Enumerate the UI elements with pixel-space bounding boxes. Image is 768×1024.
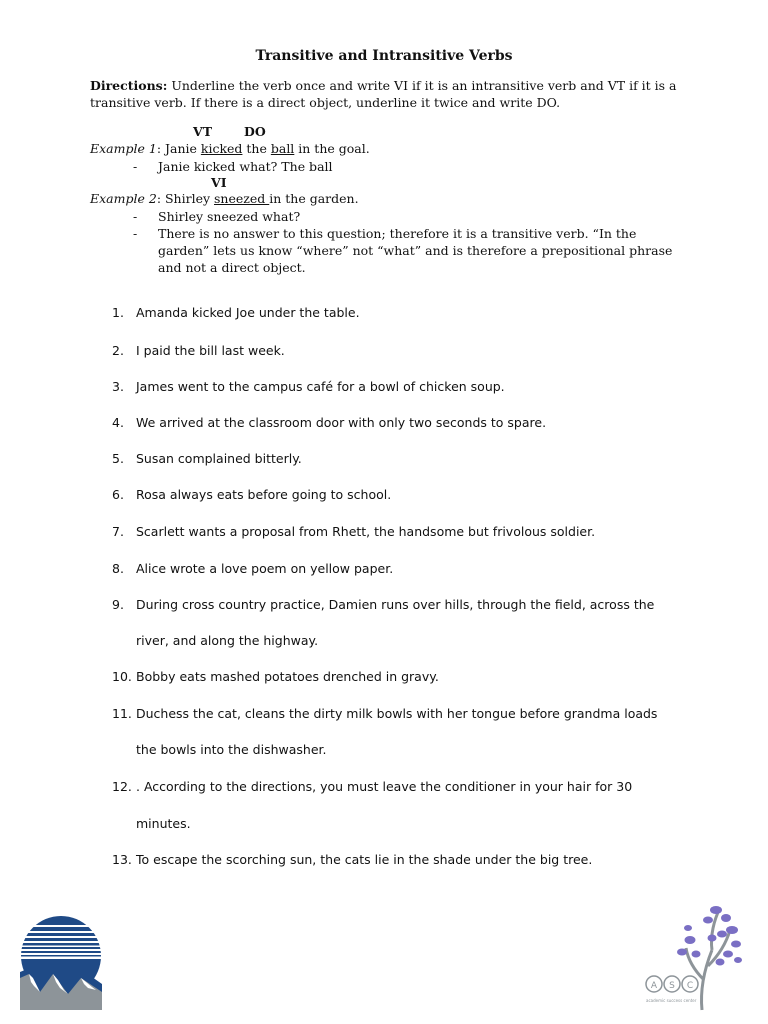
example2-sentence	[90, 191, 359, 206]
page-title: Transitive and Intransitive Verbs	[255, 48, 513, 64]
example1-vt-label: VT	[193, 124, 213, 139]
example1-do-label: DO	[244, 124, 266, 139]
question-number: 11.	[112, 706, 132, 721]
directions	[90, 77, 680, 111]
question-number: 13.	[112, 852, 132, 867]
asc-tagline: academic success center	[646, 998, 697, 1003]
example1-text-a: : Janie	[156, 141, 201, 156]
question-number: 9.	[112, 597, 124, 612]
example1-verb: kicked	[200, 141, 243, 156]
asc-letter-s: S	[669, 981, 675, 991]
question-text: To escape the scorching sun, the cats lie in the shade under the big tree.	[136, 852, 593, 867]
directions-text: Underline the verb once and write VI if it is an intransitive verb and VT if it is a transitive verb. If there is a direct object, underline it twice and write DO.	[90, 78, 677, 110]
example1-text-c: in the goal.	[294, 141, 370, 156]
example2-name: Example 2	[90, 191, 157, 206]
question-text: Alice wrote a love poem on yellow paper.	[136, 561, 394, 576]
question-text: Bobby eats mashed potatoes drenched in gravy.	[136, 669, 439, 684]
directions-label: Directions:	[90, 78, 168, 93]
mountain-logo-icon	[20, 912, 102, 1010]
question-number: 10.	[112, 669, 132, 684]
question-number: 7.	[112, 524, 124, 539]
question-number: 4.	[112, 415, 124, 430]
question-number: 3.	[112, 379, 124, 394]
example1-sentence	[90, 141, 370, 156]
bullet-text: Janie kicked what? The ball	[158, 159, 333, 174]
example1-text-b: the	[242, 141, 271, 156]
question-number: 12.	[112, 779, 132, 794]
question-number: 1.	[112, 305, 124, 320]
question-text: We arrived at the classroom door with only two seconds to spare.	[136, 415, 547, 430]
question-text: Duchess the cat, cleans the dirty milk bowls with her tongue before grandma loads	[136, 706, 658, 721]
question-text: Rosa always eats before going to school.	[136, 487, 392, 502]
example1-object: ball	[270, 141, 295, 156]
mountain-logo	[20, 912, 102, 1014]
example1-name: Example 1	[90, 141, 157, 156]
question-number: 5.	[112, 451, 124, 466]
bullet-dash: -	[133, 226, 138, 241]
bullet-text: Shirley sneezed what?	[158, 209, 301, 224]
question-12-continuation: minutes.	[136, 816, 191, 831]
question-9-continuation: river, and along the highway.	[136, 633, 319, 648]
question-text: During cross country practice, Damien runs over hills, through the field, across the	[136, 597, 655, 612]
question-number: 8.	[112, 561, 124, 576]
asc-tree-logo	[642, 900, 746, 1020]
asc-letter-a: A	[650, 981, 658, 991]
example2-text-a: : Shirley	[156, 191, 215, 206]
question-text: . According to the directions, you must leave the conditioner in your hair for 30	[136, 779, 633, 794]
example2-text-b: in the garden.	[269, 191, 359, 206]
question-11-continuation: the bowls into the dishwasher.	[136, 742, 327, 757]
bullet-dash: -	[133, 159, 138, 174]
tree-icon	[642, 900, 746, 1016]
question-number: 6.	[112, 487, 124, 502]
question-text: Amanda kicked Joe under the table.	[136, 305, 360, 320]
question-text: I paid the bill last week.	[136, 343, 285, 358]
bullet-dash: -	[133, 209, 138, 224]
question-number: 2.	[112, 343, 124, 358]
question-text: Scarlett wants a proposal from Rhett, the handsome but frivolous soldier.	[136, 524, 596, 539]
example2-vi-label: VI	[211, 175, 227, 190]
question-text: Susan complained bitterly.	[136, 451, 302, 466]
bullet-text: There is no answer to this question; therefore it is a transitive verb. “In the garden” lets us know “where” not “what” and is therefore a prepositional phrase and not a direct object.	[158, 226, 673, 275]
question-text: James went to the campus café for a bowl of chicken soup.	[136, 379, 505, 394]
asc-letter-c: C	[686, 981, 694, 991]
example2-verb: sneezed	[214, 191, 270, 206]
